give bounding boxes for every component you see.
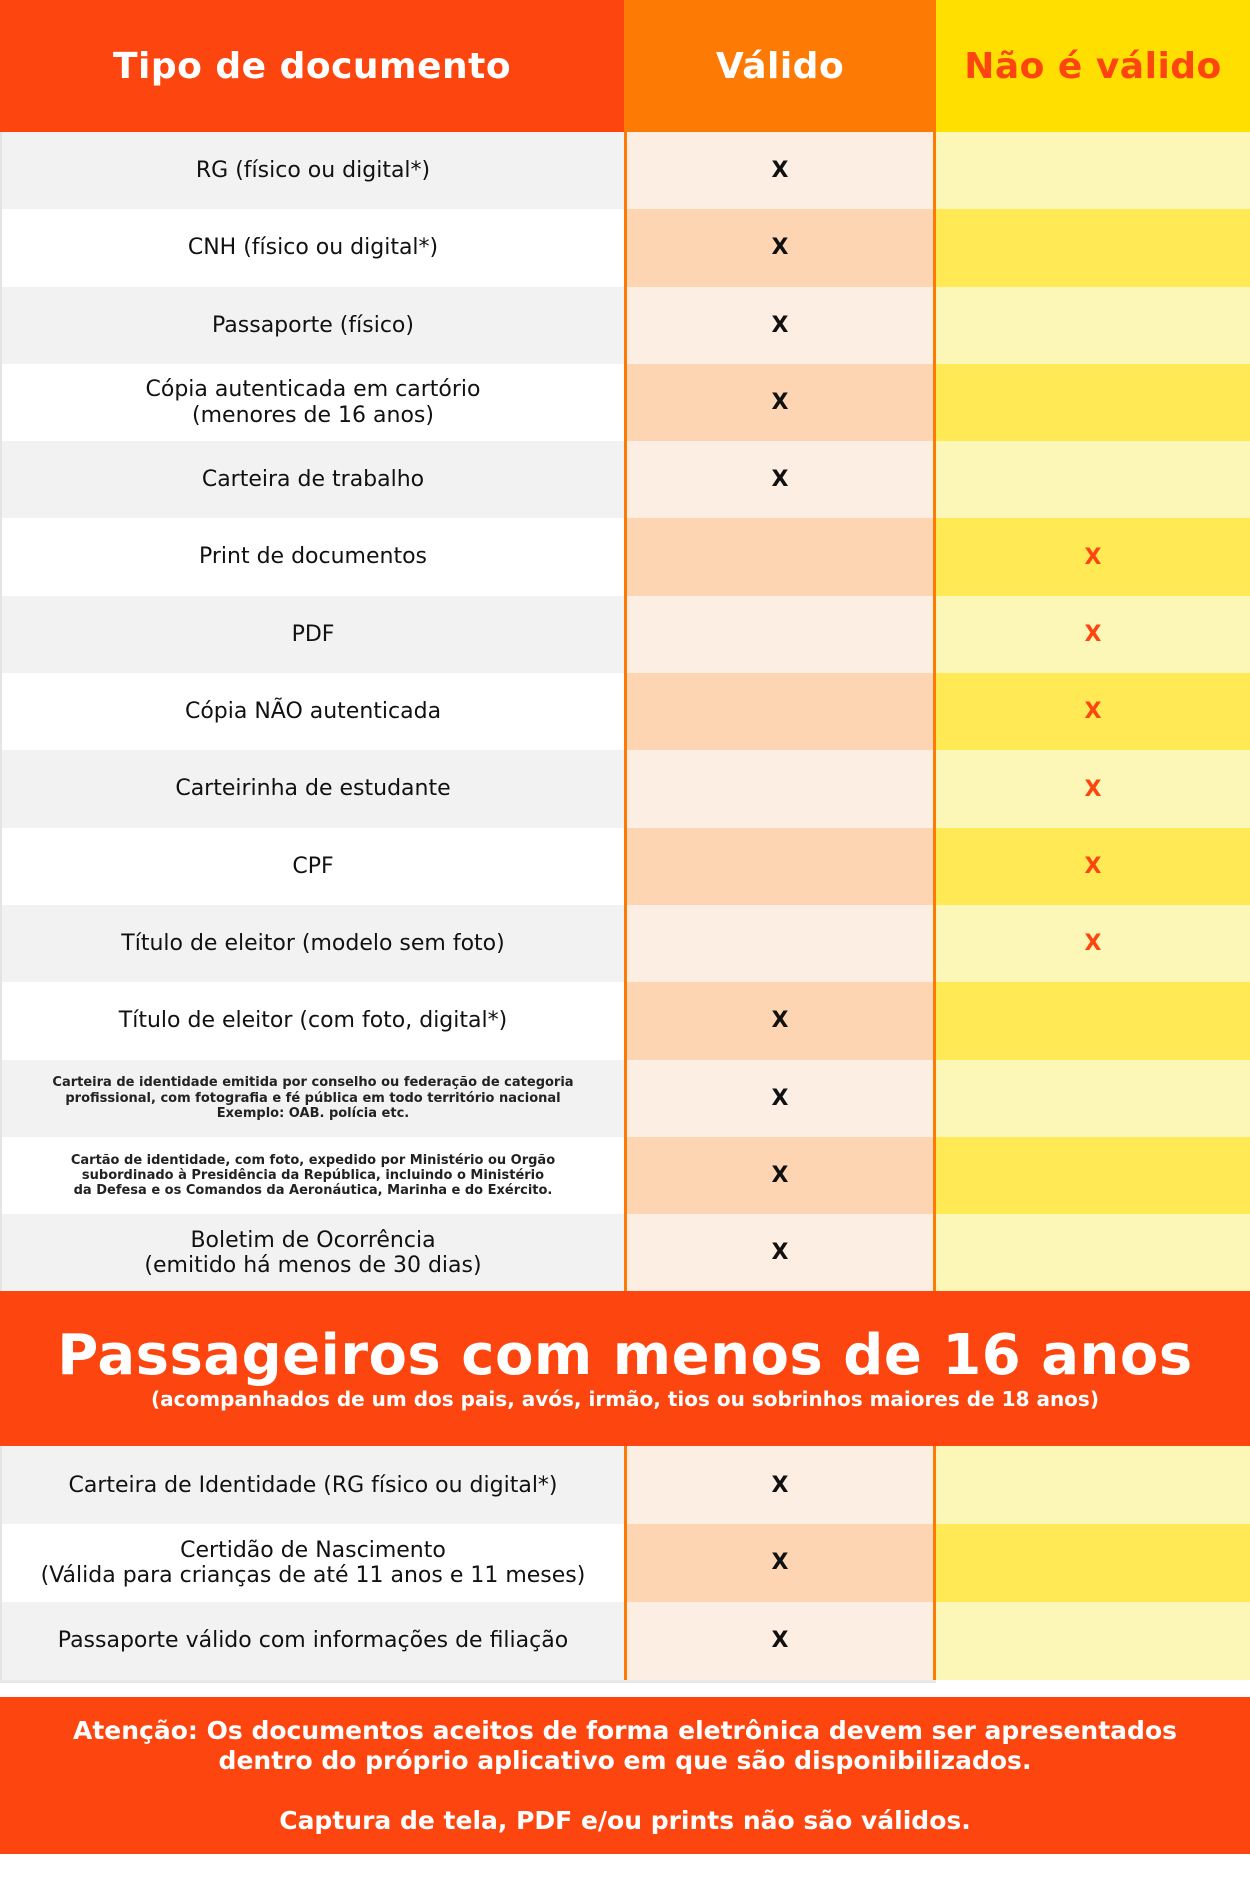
valid-mark: X — [624, 287, 936, 364]
valid-mark — [624, 750, 936, 827]
valid-mark: X — [624, 1524, 936, 1602]
document-name: PDF — [0, 596, 624, 673]
not-valid-mark — [936, 132, 1250, 209]
valid-mark: X — [624, 982, 936, 1059]
valid-mark: X — [624, 364, 936, 441]
table-row — [0, 750, 1250, 827]
document-name: Boletim de Ocorrência (emitido há menos de 30 dias) — [0, 1214, 624, 1291]
not-valid-mark: X — [936, 905, 1250, 982]
table-row — [0, 132, 1250, 209]
minors-title: Passageiros com menos de 16 anos — [57, 1322, 1193, 1388]
valid-mark: X — [624, 1602, 936, 1680]
table-row — [0, 364, 1250, 441]
not-valid-mark: X — [936, 673, 1250, 750]
document-name: Carteira de trabalho — [0, 441, 624, 518]
attention-notice — [0, 1697, 1250, 1854]
not-valid-mark — [936, 364, 1250, 441]
table-row — [0, 441, 1250, 518]
table-row — [0, 1602, 1250, 1680]
valid-mark: X — [624, 1060, 936, 1137]
not-valid-mark — [936, 1137, 1250, 1214]
minor-document-rows — [0, 1446, 1250, 1679]
not-valid-mark — [936, 1602, 1250, 1680]
table-row — [0, 982, 1250, 1059]
table-row — [0, 287, 1250, 364]
document-name: Carteira de Identidade (RG físico ou digital*) — [0, 1446, 624, 1524]
valid-mark: X — [624, 1137, 936, 1214]
not-valid-mark — [936, 441, 1250, 518]
notice-line-3: Captura de tela, PDF e/ou prints não são válidos. — [279, 1805, 971, 1835]
notice-line-2: dentro do próprio aplicativo em que são disponibilizados. — [218, 1745, 1032, 1775]
document-name: Título de eleitor (com foto, digital*) — [0, 982, 624, 1059]
not-valid-mark — [936, 1060, 1250, 1137]
document-name: Print de documentos — [0, 518, 624, 595]
not-valid-mark: X — [936, 596, 1250, 673]
document-name: RG (físico ou digital*) — [0, 132, 624, 209]
minors-banner — [0, 1291, 1250, 1446]
table-row — [0, 1446, 1250, 1524]
valid-mark — [624, 673, 936, 750]
valid-mark: X — [624, 1446, 936, 1524]
valid-mark: X — [624, 132, 936, 209]
not-valid-mark: X — [936, 828, 1250, 905]
header-document-type: Tipo de documento — [0, 0, 624, 132]
valid-mark: X — [624, 209, 936, 286]
document-name: Cartão de identidade, com foto, expedido por Ministério ou Orgão subordinado à Presidência da República, incluindo o Ministério da Defesa e os Comandos da Aeronáutica, Marinha e do Exército. — [0, 1137, 624, 1214]
not-valid-mark — [936, 1446, 1250, 1524]
document-name: Carteirinha de estudante — [0, 750, 624, 827]
table-row — [0, 1060, 1250, 1137]
table-row — [0, 596, 1250, 673]
valid-mark: X — [624, 441, 936, 518]
document-name: Certidão de Nascimento (Válida para crianças de até 11 anos e 11 meses) — [0, 1524, 624, 1602]
valid-mark — [624, 828, 936, 905]
document-rows — [0, 132, 1250, 1291]
valid-mark: X — [624, 1214, 936, 1291]
header-not-valid: Não é válido — [936, 0, 1250, 132]
document-name: CNH (físico ou digital*) — [0, 209, 624, 286]
document-name: Passaporte válido com informações de filiação — [0, 1602, 624, 1680]
not-valid-mark — [936, 209, 1250, 286]
table-row — [0, 905, 1250, 982]
table-row — [0, 1214, 1250, 1291]
document-name: Cópia NÃO autenticada — [0, 673, 624, 750]
valid-mark — [624, 518, 936, 595]
document-name: CPF — [0, 828, 624, 905]
valid-mark — [624, 905, 936, 982]
notice-line-1: Atenção: Os documentos aceitos de forma eletrônica devem ser apresentados — [72, 1715, 1178, 1745]
table-row — [0, 518, 1250, 595]
table-row — [0, 673, 1250, 750]
not-valid-mark: X — [936, 518, 1250, 595]
table-row — [0, 1137, 1250, 1214]
table-row — [0, 1524, 1250, 1602]
document-name: Título de eleitor (modelo sem foto) — [0, 905, 624, 982]
minors-subtitle: (acompanhados de um dos pais, avós, irmão, tios ou sobrinhos maiores de 18 anos) — [151, 1387, 1099, 1412]
not-valid-mark — [936, 1524, 1250, 1602]
table-row — [0, 828, 1250, 905]
divider — [0, 1680, 936, 1683]
not-valid-mark — [936, 1214, 1250, 1291]
document-name: Carteira de identidade emitida por conselho ou federação de categoria profissional, com fotografia e fé pública em todo território nacional Exemplo: OAB. polícia etc. — [0, 1060, 624, 1137]
not-valid-mark — [936, 287, 1250, 364]
valid-mark — [624, 596, 936, 673]
table-row — [0, 209, 1250, 286]
header-valid: Válido — [624, 0, 936, 132]
document-name: Cópia autenticada em cartório (menores de 16 anos) — [0, 364, 624, 441]
table-header — [0, 0, 1250, 132]
document-name: Passaporte (físico) — [0, 287, 624, 364]
not-valid-mark — [936, 982, 1250, 1059]
not-valid-mark: X — [936, 750, 1250, 827]
